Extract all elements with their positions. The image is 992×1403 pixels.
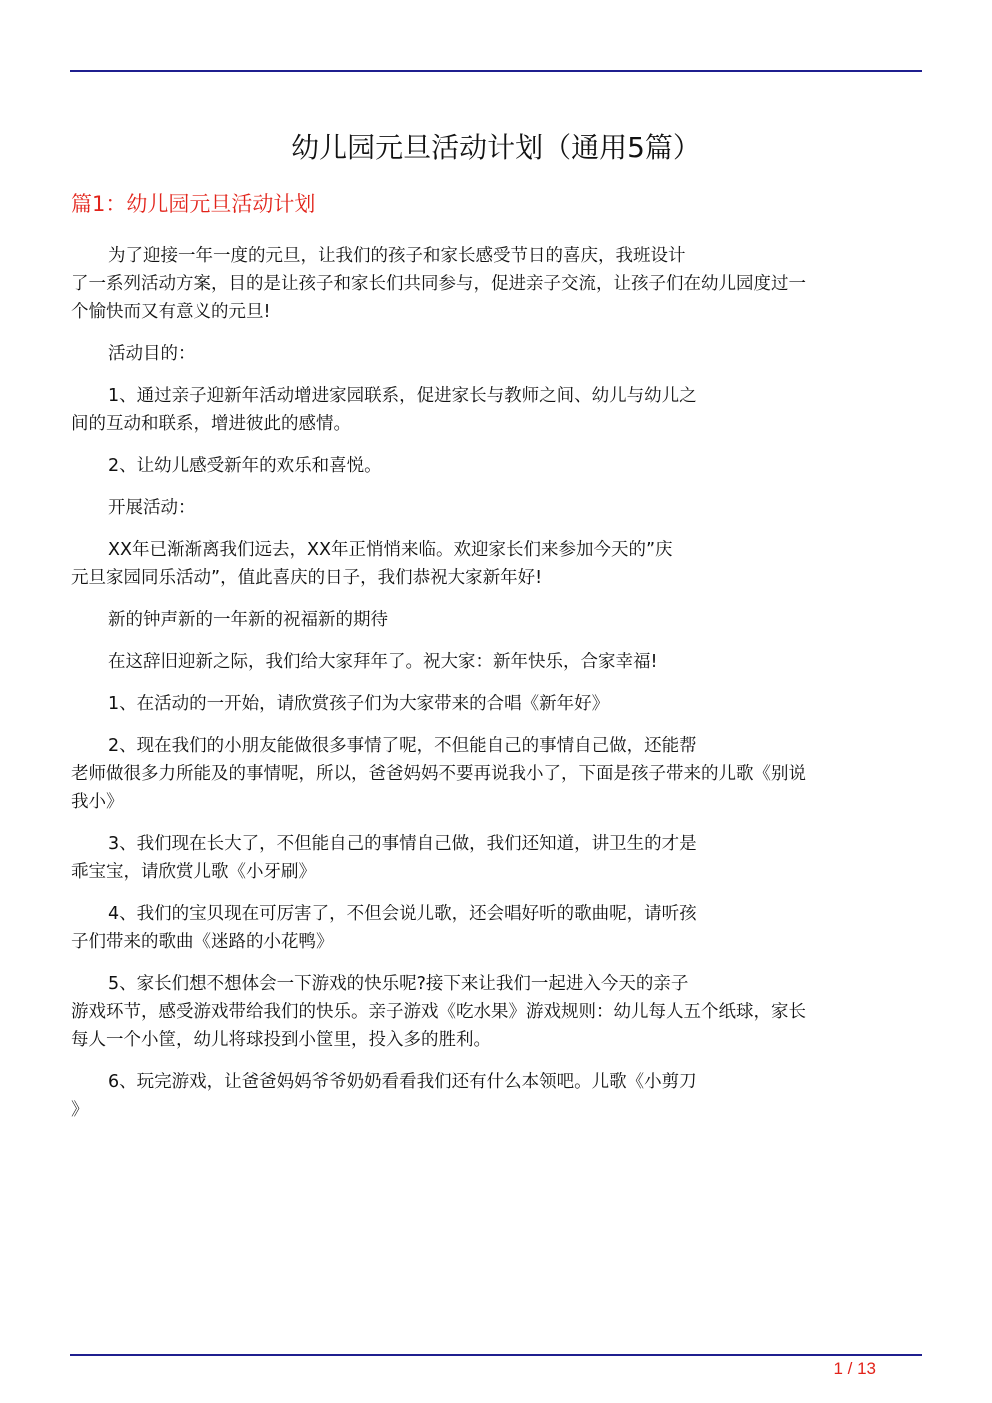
- paragraph: [71, 970, 921, 1054]
- paragraph: [71, 536, 921, 592]
- paragraph-line: 》: [71, 1100, 89, 1120]
- document-body: [71, 242, 921, 1138]
- paragraph-line: 乖宝宝，请欣赏儿歌《小牙刷》: [71, 862, 316, 882]
- paragraph-line: 1、通过亲子迎新年活动增进家园联系，促进家长与教师之间、幼儿与幼儿之: [108, 386, 697, 406]
- paragraph-line: 在这辞旧迎新之际，我们给大家拜年了。祝大家：新年快乐，合家幸福!: [108, 652, 658, 672]
- section-title: 篇1：幼儿园元旦活动计划: [71, 192, 316, 216]
- paragraph-line: 2、让幼儿感受新年的欢乐和喜悦。: [108, 456, 382, 476]
- paragraph: [71, 242, 921, 326]
- page-indicator: 1 / 13: [833, 1359, 876, 1378]
- paragraph-line: 我小》: [71, 792, 124, 812]
- paragraph: [71, 648, 921, 676]
- paragraph: [71, 606, 921, 634]
- paragraph-line: 6、玩完游戏，让爸爸妈妈爷爷奶奶看看我们还有什么本领吧。儿歌《小剪刀: [108, 1072, 697, 1092]
- paragraph-line: 4、我们的宝贝现在可厉害了，不但会说儿歌，还会唱好听的歌曲呢，请听孩: [108, 904, 697, 924]
- paragraph-line: 子们带来的歌曲《迷路的小花鸭》: [71, 932, 334, 952]
- paragraph-line: 每人一个小筐，幼儿将球投到小筐里，投入多的胜利。: [71, 1030, 491, 1050]
- paragraph-line: 2、现在我们的小朋友能做很多事情了呢，不但能自己的事情自己做，还能帮: [108, 736, 697, 756]
- paragraph-line: 游戏环节，感受游戏带给我们的快乐。亲子游戏《吃水果》游戏规则：幼儿每人五个纸球，家长: [71, 1002, 806, 1022]
- paragraph: [71, 1068, 921, 1124]
- paragraph-line: 新的钟声新的一年新的祝福新的期待: [108, 610, 388, 630]
- paragraph-line: 1、在活动的一开始，请欣赏孩子们为大家带来的合唱《新年好》: [108, 694, 610, 714]
- document-title: 幼儿园元旦活动计划（通用5篇）: [291, 131, 701, 164]
- paragraph-line: 活动目的：: [108, 344, 196, 364]
- paragraph: [71, 900, 921, 956]
- paragraph: [71, 382, 921, 438]
- paragraph-line: 间的互动和联系，增进彼此的感情。: [71, 414, 351, 434]
- paragraph-line: 老师做很多力所能及的事情呢，所以，爸爸妈妈不要再说我小了，下面是孩子带来的儿歌《别说: [71, 764, 806, 784]
- paragraph-line: 开展活动：: [108, 498, 196, 518]
- paragraph-line: 为了迎接一年一度的元旦，让我们的孩子和家长感受节日的喜庆，我班设计: [108, 246, 686, 266]
- paragraph-line: 5、家长们想不想体会一下游戏的快乐呢?接下来让我们一起进入今天的亲子: [108, 974, 689, 994]
- paragraph: [71, 340, 921, 368]
- paragraph: [71, 830, 921, 886]
- paragraph-line: 3、我们现在长大了，不但能自己的事情自己做，我们还知道，讲卫生的才是: [108, 834, 697, 854]
- paragraph-line: 了一系列活动方案，目的是让孩子和家长们共同参与，促进亲子交流，让孩子们在幼儿园度过一: [71, 274, 806, 294]
- paragraph-line: XX年已渐渐离我们远去，XX年正悄悄来临。欢迎家长们来参加今天的”庆: [108, 540, 673, 560]
- paragraph: [71, 690, 921, 718]
- paragraph-line: 元旦家园同乐活动”，值此喜庆的日子，我们恭祝大家新年好!: [71, 568, 543, 588]
- header-rule: [70, 70, 922, 72]
- paragraph: [71, 732, 921, 816]
- paragraph: [71, 494, 921, 522]
- paragraph-line: 个愉快而又有意义的元旦!: [71, 302, 271, 322]
- paragraph: [71, 452, 921, 480]
